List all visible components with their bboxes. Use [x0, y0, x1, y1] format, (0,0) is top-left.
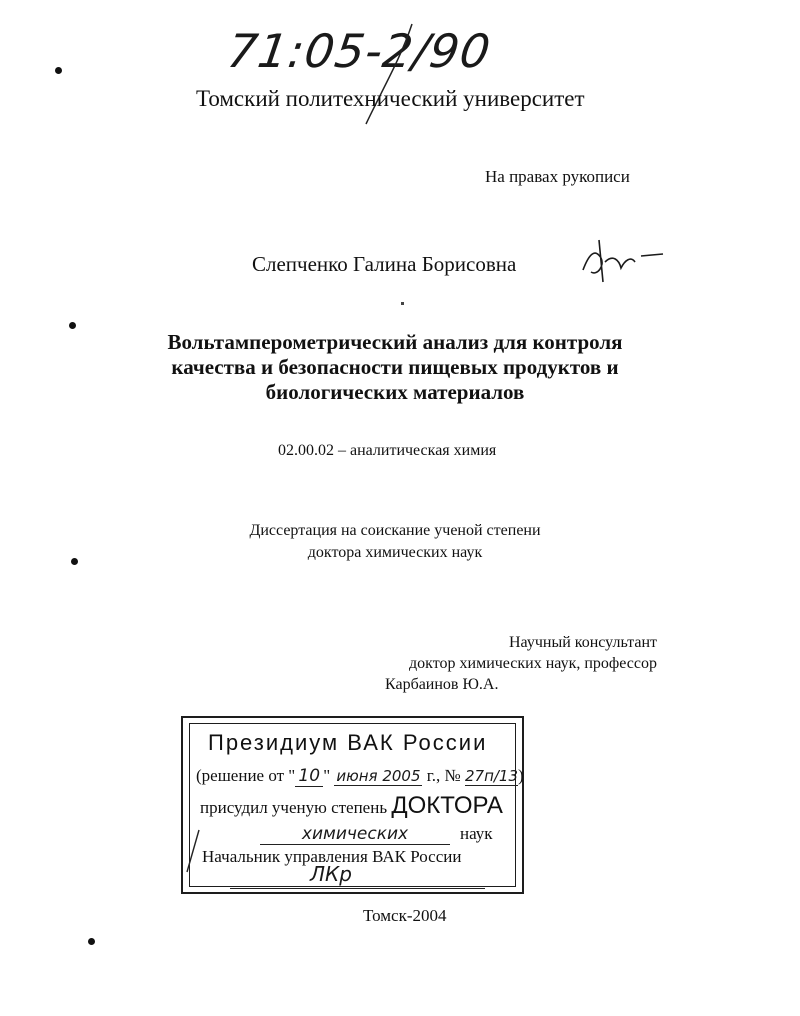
title-line: биологических материалов — [265, 380, 525, 404]
scan-mark — [69, 322, 76, 329]
stamp-decision-line: (решение от " 10 " июня 2005 г., № 27п/13) — [196, 766, 524, 786]
stamp-decision-number: 27п/13 — [464, 767, 519, 785]
stamp-award-line — [200, 792, 503, 820]
city-year: Томск-2004 — [363, 906, 447, 925]
dissertation-line: доктора химических наук — [307, 544, 483, 561]
advisor-role: Научный консультант — [509, 634, 657, 651]
archive-code: 71:05-2/90 — [224, 24, 495, 78]
stamp-head-signature: ЛКр — [310, 862, 352, 886]
stamp-inner-border — [189, 723, 524, 887]
stamp-signature-line — [230, 888, 485, 889]
scan-dot — [401, 302, 404, 305]
scan-mark — [71, 558, 78, 565]
dissertation-type — [200, 520, 590, 564]
stamp-decision-month: июня 2005 — [336, 767, 421, 785]
stamp-decision-prefix: (решение от — [196, 766, 285, 785]
vak-stamp — [181, 716, 524, 894]
dissertation-title — [120, 330, 670, 405]
stamp-head-label: Начальник управления ВАК России — [202, 847, 462, 866]
author-signature — [575, 232, 670, 287]
title-line: Вольтамперометрический анализ для контроля — [167, 330, 623, 354]
advisor-name: Карбаинов Ю.А. — [385, 676, 499, 693]
stamp-degree: ДОКТОРА — [391, 792, 503, 819]
stamp-decision-mid: г., № — [426, 766, 461, 785]
pen-stroke — [360, 20, 420, 130]
specialty-code: 02.00.02 – аналитическая химия — [278, 442, 497, 459]
scientific-advisor — [382, 632, 657, 695]
scan-mark — [88, 938, 95, 945]
stamp-field-line — [260, 824, 450, 845]
stamp-awarded-text: присудил ученую степень — [200, 798, 388, 817]
stamp-field-suffix: наук — [460, 824, 493, 843]
author-name: Слепченко Галина Борисовна — [252, 252, 517, 276]
advisor-degree: доктор химических наук, профессор — [409, 655, 657, 672]
scan-mark — [55, 67, 62, 74]
dissertation-line: Диссертация на соискание ученой степени — [249, 522, 541, 539]
stamp-field-handwritten: химических — [260, 824, 450, 845]
rights-note: На правах рукописи — [485, 167, 630, 186]
stamp-decision-day: 10 — [295, 766, 323, 787]
university-name: Томский политехнический университет — [196, 86, 585, 111]
pen-stroke — [183, 826, 203, 876]
stamp-decision-suffix: ) — [518, 766, 524, 785]
stamp-title: Президиум ВАК России — [208, 730, 488, 755]
title-line: качества и безопасности пищевых продуктов и — [171, 355, 619, 379]
